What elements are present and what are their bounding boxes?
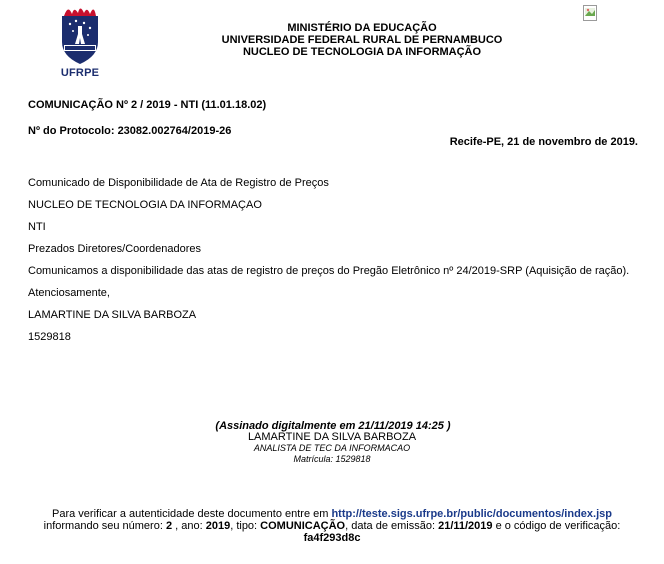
signer-name: LAMARTINE DA SILVA BARBOZA — [247, 431, 417, 443]
body-line: 1529818 — [28, 331, 71, 343]
verify-text: , data de emissão: — [345, 520, 439, 532]
document-header — [0, 22, 664, 58]
verification-link[interactable]: http://teste.sigs.ufrpe.br/public/documentos/index.jsp — [331, 508, 612, 520]
doc-number: 2 — [165, 520, 173, 532]
signed-digitally: (Assinado digitalmente em 21/11/2019 14:25 ) — [215, 420, 451, 432]
body-line: Comunicamos a disponibilidade das atas de registro de preços do Pregão Eletrônico nº 24/2019-SRP (Aquisição de ração). — [28, 265, 630, 277]
body-line: Atenciosamente, — [28, 287, 110, 299]
verify-text: , tipo: — [230, 520, 261, 532]
unit-title: NUCLEO DE TECNOLOGIA DA INFORMAÇÃO — [242, 46, 482, 58]
body-line: Comunicado de Disponibilidade de Ata de Registro de Preços — [28, 177, 329, 189]
verify-text: informando seu número: — [43, 520, 166, 532]
doc-type: COMUNICAÇÃO — [260, 520, 346, 532]
ministry-title: MINISTÉRIO DA EDUCAÇÃO — [287, 22, 437, 34]
body-line: NTI — [28, 221, 46, 233]
place-date: Recife-PE, 21 de novembro de 2019. — [449, 136, 638, 148]
verify-prefix: Para verificar a autenticidade deste documento entre em — [52, 508, 332, 520]
verification-code: fa4f293d8c — [303, 532, 361, 544]
broken-image-icon — [583, 5, 597, 21]
university-title: UNIVERSIDADE FEDERAL RURAL DE PERNAMBUCO — [221, 34, 503, 46]
communication-number: COMUNICAÇÃO Nº 2 / 2019 - NTI (11.01.18.02) — [28, 99, 267, 111]
issue-date: 21/11/2019 — [438, 520, 493, 532]
document-body — [28, 177, 629, 353]
verify-text: e o código de verificação: — [492, 520, 621, 532]
logo-text: UFRPE — [60, 67, 100, 79]
body-line: LAMARTINE DA SILVA BARBOZA — [28, 309, 197, 321]
doc-year: 2019 — [205, 520, 231, 532]
signature-block — [0, 421, 664, 465]
body-line: NUCLEO DE TECNOLOGIA DA INFORMAÇAO — [28, 199, 262, 211]
body-line: Prezados Diretores/Coordenadores — [28, 243, 202, 255]
verify-text: , ano: — [172, 520, 206, 532]
verification-block — [0, 508, 664, 544]
signer-role: ANALISTA DE TEC DA INFORMACAO — [253, 443, 411, 453]
signer-registration: Matrícula: 1529818 — [293, 454, 371, 464]
protocol-number: Nº do Protocolo: 23082.002764/2019-26 — [28, 125, 232, 137]
